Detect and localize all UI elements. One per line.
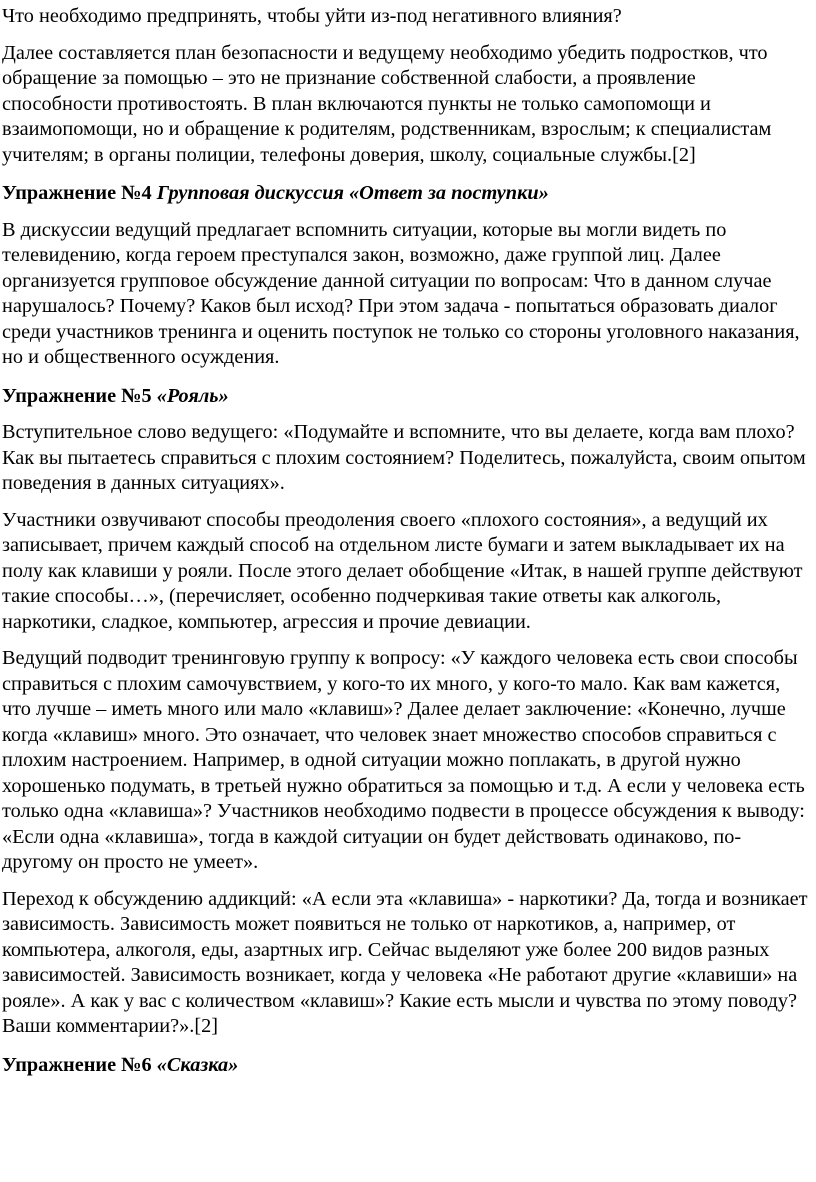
exercise-4-paragraph: В дискуссии ведущий предлагает вспомнить ситуации, которые вы могли видеть по телевидению, когда героем преступался закон, возможно, даже группой лиц. Далее организуется групповое обсуждение данной ситуации по вопросам: Что в данном случае нарушалось? Почему? Каков был исход? При этом задача - попытаться образовать диалог среди участников тренинга и оценить поступок не только со стороны уголовного наказания, но и общественного осуждения. — [2, 218, 800, 368]
exercise-5-label: Упражнение №5 — [2, 384, 157, 407]
exercise-6-title: «Сказка» — [156, 1053, 239, 1076]
exercise-4-title: Групповая дискуссия «Ответ за поступки» — [156, 182, 549, 204]
exercise-4-heading — [2, 181, 810, 207]
exercise-5-title: «Рояль» — [156, 384, 229, 407]
safety-plan-paragraph: Далее составляется план безопасности и ведущему необходимо убедить подростков, что обращение за помощью – это не признание собственной слабости, а проявление способности противостоять. В план включаются пункты не только самопомощи и взаимопомощи, но и обращение к родителям, родственникам, взрослым; к специалистам учителям; в органы полиции, телефоны доверия, школу, социальные службы.[2] — [2, 41, 772, 166]
exercise-5-discussion-paragraph: Ведущий подводит тренинговую группу к вопросу: «У каждого человека есть свои способы справиться с плохим самочувствием, у кого-то их много, у кого-то мало. Как вам кажется, что лучше – иметь много или мало «клавиш»? Далее делает заключение: «Конечно, лучше когда «клавиш» много. Это означает, что человек знает множество способов справиться с плохим настроением. Например, в одной ситуации можно поплакать, в другой нужно хорошенько подумать, в третьей нужно обратиться за помощью и т.д. А если у человека есть только одна «клавиша»? Участников необходимо подвести в процессе обсуждения к выводу: «Если одна «клавиша», тогда в каждой ситуации он будет действовать одинаково, по-другому он просто не умеет». — [2, 647, 805, 873]
exercise-5-addiction-paragraph: Переход к обсуждению аддикций: «А если эта «клавиша» - наркотики? Да, тогда и возникает зависимость. Зависимость может появиться не только от наркотиков, а, например, от компьютера, алкоголя, еды, азартных игр. Сейчас выделяют уже более 200 видов разных зависимостей. Зависимость возникает, когда у человека «Не работают другие «клавиши» на рояле». А как у вас с количеством «клавиш»? Какие есть мысли и чувства по этому поводу? Ваши комментарии?».[2] — [2, 887, 808, 1037]
exercise-5-intro-paragraph: Вступительное слово ведущего: «Подумайте и вспомните, что вы делаете, когда вам плохо? Как вы пытаетесь справиться с плохим состоянием? Поделитесь, пожалуйста, своим опытом поведения в данных ситуациях». — [2, 421, 806, 494]
exercise-5-participants-paragraph: Участники озвучивают способы преодоления своего «плохого состояния», а ведущий их записывает, причем каждый способ на отдельном листе бумаги и затем выкладывает их на полу как клавиши у рояли. После этого делает обобщение «Итак, в нашей группе действуют такие способы…», (перечисляет, особенно подчеркивая такие ответы как алкоголь, наркотики, сладкое, компьютер, агрессия и прочие девиации. — [2, 508, 803, 633]
intro-question: Что необходимо предпринять, чтобы уйти из-под негативного влияния? — [2, 5, 622, 27]
exercise-6-heading — [2, 1053, 810, 1079]
document-page — [0, 4, 816, 1078]
exercise-5-heading — [2, 384, 810, 410]
exercise-6-label: Упражнение №6 — [2, 1053, 157, 1076]
exercise-4-label: Упражнение №4 — [2, 182, 157, 204]
